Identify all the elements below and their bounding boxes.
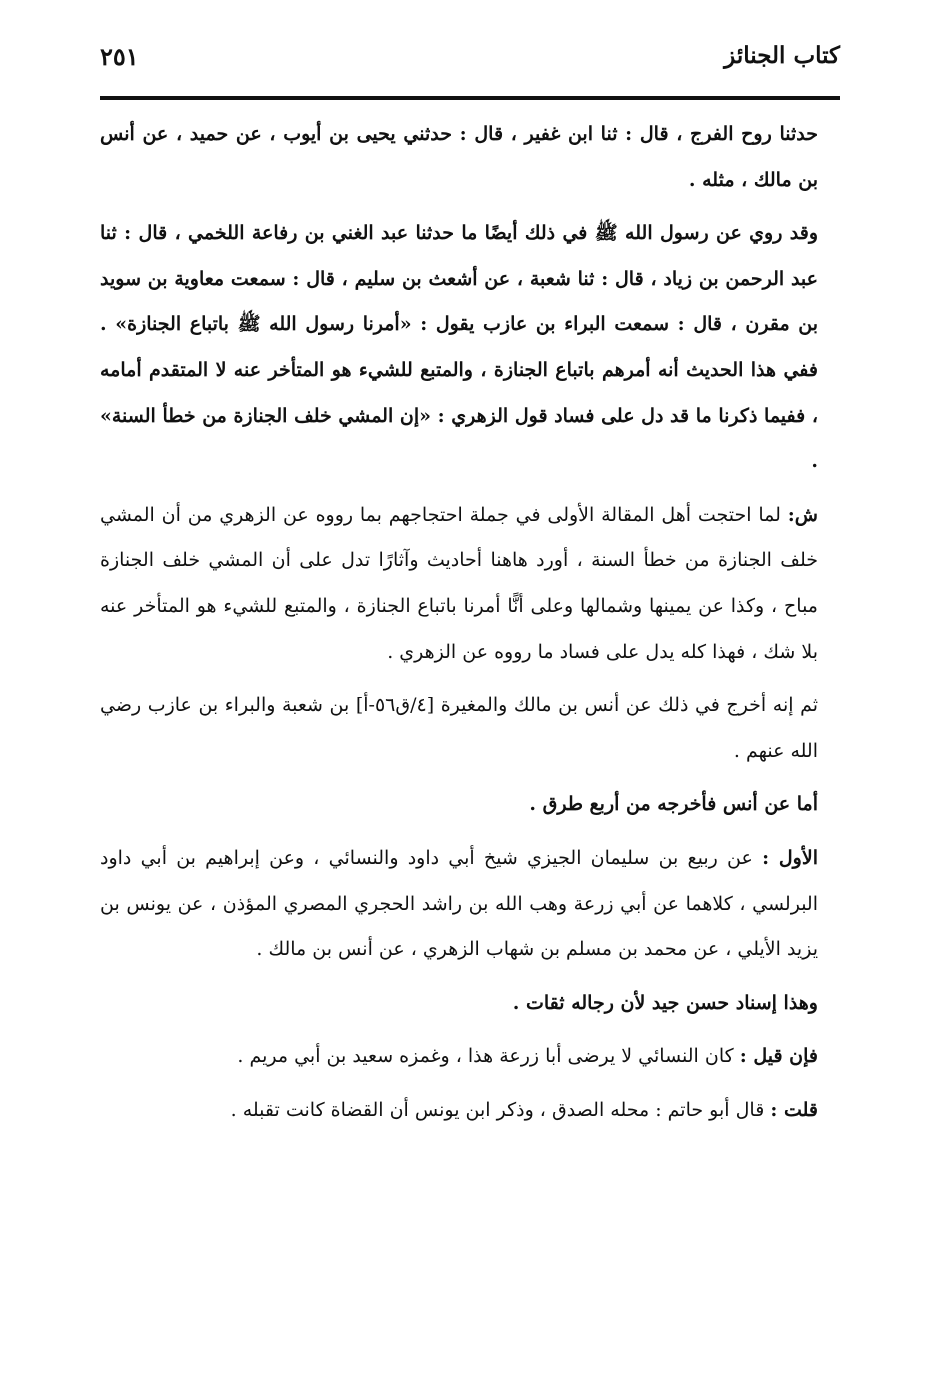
paragraph-objection xyxy=(100,1034,840,1080)
page-header xyxy=(100,30,840,90)
page-number: ٢٥١ xyxy=(100,42,139,71)
paragraph-anas-heading xyxy=(100,782,840,828)
paragraph-commentary xyxy=(100,493,840,675)
paragraph-text: أما عن أنس فأخرجه من أربع طرق . xyxy=(529,793,818,816)
paragraph-hadith-1 xyxy=(100,112,840,203)
book-title: كتاب الجنائز xyxy=(724,42,840,69)
paragraph-isnad-grade xyxy=(100,981,840,1027)
paragraph-text: وهذا إسناد حسن جيد لأن رجاله ثقات . xyxy=(512,991,818,1014)
paragraph-text: عن ربيع بن سليمان الجيزي شيخ أبي داود والنسائي ، وعن إبراهيم بن أبي داود البرلسي ، كلاهما عن أبي زرعة وهب الله بن راشد الحجري المصري المؤذن ، عن يونس بن يزيد الأيلي ، عن محمد بن مسلم بن شهاب الزهري ، عن أنس بن مالك . xyxy=(100,846,818,961)
paragraph-text: قال أبو حاتم : محله الصدق ، وذكر ابن يونس أن القضاة كانت تقبله . xyxy=(230,1098,765,1121)
paragraph-first-chain xyxy=(100,836,840,973)
paragraph-lead: قلت : xyxy=(770,1098,818,1121)
paragraph-hadith-2 xyxy=(100,211,840,485)
paragraph-lead: الأول : xyxy=(762,846,818,869)
paragraph-text: حدثنا روح الفرج ، قال : ثنا ابن غفير ، قال : حدثني يحيى بن أيوب ، عن حميد ، عن أنس بن مالك ، مثله . xyxy=(100,123,818,191)
paragraph-text: ثم إنه أخرج في ذلك عن أنس بن مالك والمغيرة [٤/ق٥٦-أ] بن شعبة والبراء بن عازب رضي الله عنهم . xyxy=(100,694,818,762)
paragraph-text: كان النسائي لا يرضى أبا زرعة هذا ، وغمزه سعيد بن أبي مريم . xyxy=(237,1045,734,1068)
page-body xyxy=(100,112,840,1141)
paragraph-sources xyxy=(100,683,840,774)
paragraph-text: وقد روي عن رسول الله ﷺ في ذلك أيضًا ما حدثنا عبد الغني بن رفاعة اللخمي ، قال : ثنا عبد الرحمن بن زياد ، قال : ثنا شعبة ، عن أشعث بن سليم ، قال : سمعت معاوية بن سويد بن مقرن ، قال : سمعت البراء بن عازب يقول : «أمرنا رسول الله ﷺ باتباع الجنازة» . ففي هذا الحديث أنه أمرهم باتباع الجنازة ، والمتبع للشيء هو المتأخر عنه لا المتقدم أمامه ، ففيما ذكرنا ما قد دل على فساد قول الزهري : «إن المشي خلف الجنازة من خطأ السنة» . xyxy=(100,222,818,473)
book-page xyxy=(100,30,840,1350)
paragraph-response xyxy=(100,1088,840,1134)
header-divider xyxy=(100,96,840,100)
paragraph-lead: ش: xyxy=(787,503,819,526)
paragraph-lead: فإن قيل : xyxy=(739,1045,818,1068)
paragraph-text: لما احتجت أهل المقالة الأولى في جملة احتجاجهم بما رووه عن الزهري من أن المشي خلف الجنازة من خطأ السنة ، أورد هاهنا أحاديث وآثارًا تدل على أن المشي خلف الجنازة مباح ، وكذا عن يمينها وشمالها وعلى أنًّا أمرنا باتباع الجنازة ، والمتبع للشيء هو المتأخر عنه بلا شك ، فهذا كله يدل على فساد ما رووه عن الزهري . xyxy=(100,503,818,663)
